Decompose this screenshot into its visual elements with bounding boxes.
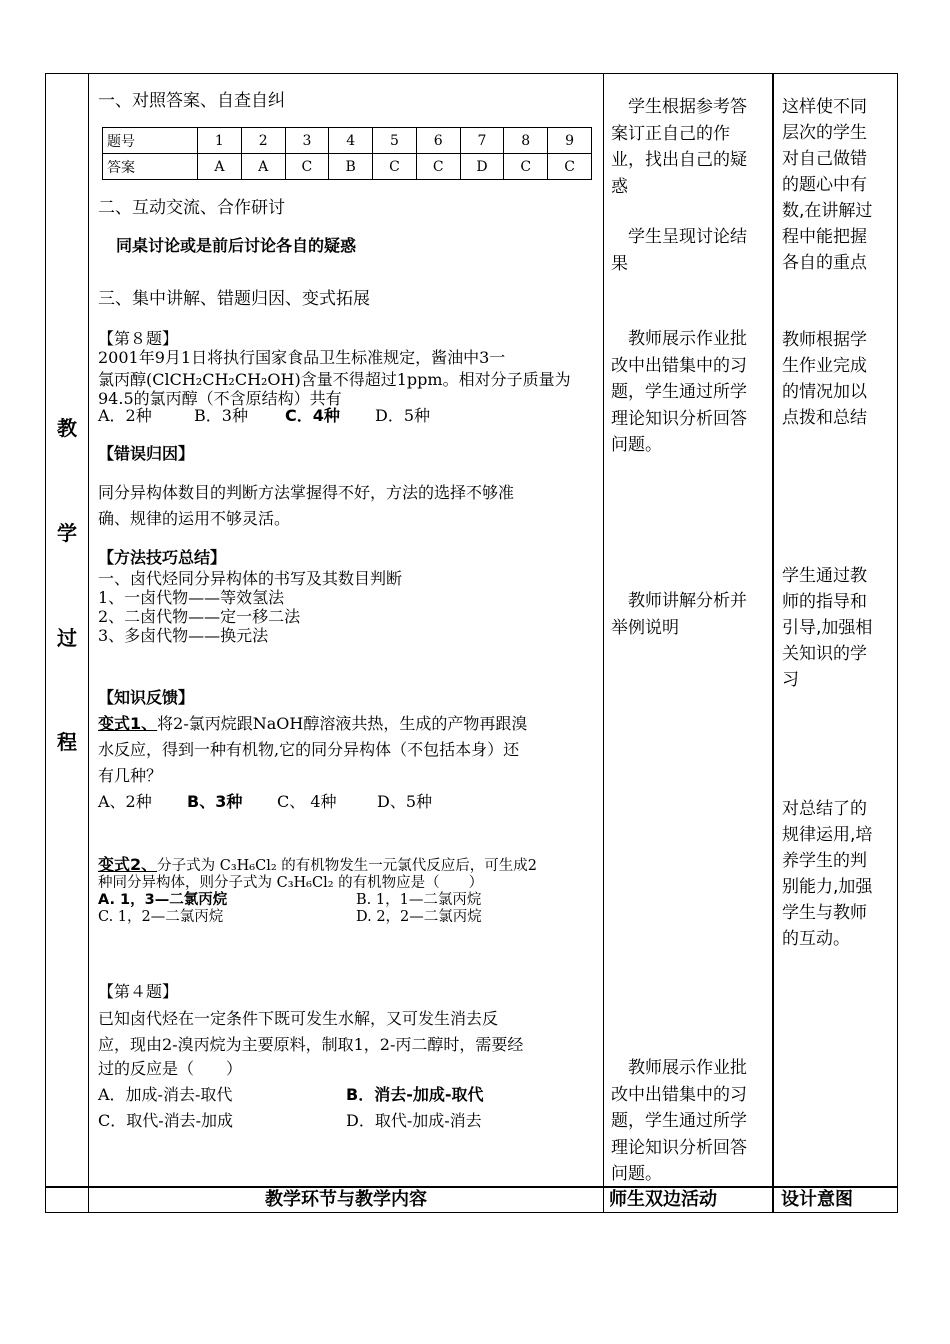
variant1-line-2: 水反应，得到一种有机物,它的同分异构体（不包括本身）还 — [98, 740, 520, 759]
q8-line-3: 94.5的氯丙醇（不含原结构）共有 — [98, 389, 342, 408]
intent-block-3 — [782, 563, 890, 693]
answer-table — [102, 127, 592, 180]
variant1-label: 变式1、 — [98, 714, 158, 733]
variant2-text-1: 分子式为 C₃H₆Cl₂ 的有机物发生一元氯代反应后，可生成2 — [157, 858, 537, 874]
intent-line: 规律运用,培 — [782, 825, 873, 845]
variant2-option-c: C. 1，2—二氯丙烷 — [98, 909, 224, 925]
activity-line: 改中出错集中的习 — [611, 355, 747, 376]
footer-col4-header: 设计意图 — [781, 1189, 853, 1210]
table-cell: 9 — [548, 128, 592, 154]
col1-divider — [88, 73, 89, 1213]
method-line-2: 1、一卤代物——等效氢法 — [98, 588, 285, 607]
table-bottom-border — [45, 1212, 898, 1213]
error-cause-line-2: 确、规律的运用不够灵活。 — [98, 509, 291, 528]
activity-block-5 — [611, 1055, 767, 1188]
footer-col3-header: 师生双边活动 — [609, 1189, 717, 1210]
activity-line: 教师讲解分析并 — [628, 591, 747, 611]
q4-line-1: 已知卤代烃在一定条件下既可发生水解，又可发生消去反 — [98, 1009, 499, 1028]
q4-line-3: 过的反应是（ ） — [98, 1059, 243, 1078]
method-label: 【方法技巧总结】 — [98, 548, 227, 567]
method-line-1: 一、卤代烃同分异构体的书写及其数目判断 — [98, 569, 403, 588]
intent-line: 层次的学生 — [782, 123, 867, 143]
left-label-char-2: 学 — [57, 521, 77, 545]
table-cell: C — [504, 154, 548, 180]
table-right-border — [897, 73, 898, 1213]
answer-table-header-answer: 答案 — [103, 154, 198, 180]
intent-line: 师的指导和 — [782, 592, 867, 612]
section2-title: 二、互动交流、合作研讨 — [98, 198, 285, 218]
error-cause-line-1: 同分异构体数目的判断方法掌握得不好，方法的选择不够准 — [98, 483, 515, 502]
method-line-4: 3、多卤代物——换元法 — [98, 626, 269, 645]
variant2-option-b: B. 1，1—二氯丙烷 — [356, 892, 482, 908]
intent-block-1 — [782, 94, 890, 276]
intent-line: 关知识的学 — [782, 644, 867, 664]
q4-option-d: D．取代-加成-消去 — [346, 1111, 482, 1130]
q4-option-a: A．加成-消去-取代 — [98, 1085, 233, 1104]
answer-table-header-number: 题号 — [103, 128, 198, 154]
section2-text: 同桌讨论或是前后讨论各自的疑惑 — [116, 236, 357, 255]
activity-line: 学生呈现讨论结 — [628, 227, 747, 247]
table-cell: C — [416, 154, 460, 180]
activity-line: 理论知识分析回答 — [611, 1137, 747, 1158]
activity-line: 理论知识分析回答 — [611, 408, 747, 429]
activity-line: 学生根据参考答 — [628, 97, 747, 117]
activity-line: 题，学生通过所学 — [611, 1111, 747, 1131]
q8-option-b: B．3种 — [194, 406, 248, 425]
answer-table-number-row — [103, 128, 592, 154]
activity-block-3 — [611, 326, 767, 459]
section1-title: 一、对照答案、自查自纠 — [98, 91, 285, 111]
answer-table-answer-row — [103, 154, 592, 180]
activity-line: 改中出错集中的习 — [611, 1084, 747, 1105]
section3-title: 三、集中讲解、错题归因、变式拓展 — [98, 289, 370, 309]
intent-line: 习 — [782, 670, 799, 690]
col2-divider — [603, 73, 604, 1213]
table-cell: C — [548, 154, 592, 180]
activity-line: 教师展示作业批 — [628, 329, 747, 349]
q8-line-2: 氯丙醇(ClCH₂CH₂CH₂OH)含量不得超过1ppm。相对分子质量为 — [98, 370, 571, 389]
q4-label: 【第４题】 — [98, 982, 179, 1001]
intent-line: 对自己做错 — [782, 149, 867, 169]
activity-line: 题，学生通过所学 — [611, 382, 747, 402]
activity-line: 案订正自己的作 — [611, 123, 730, 144]
footer-col2-header: 教学环节与教学内容 — [265, 1189, 427, 1210]
activity-block-1 — [611, 94, 767, 200]
activity-line: 果 — [611, 253, 628, 274]
q8-label: 【第８题】 — [98, 329, 179, 348]
variant1-option-c: C、 4种 — [277, 792, 337, 811]
q8-option-c: C．4种 — [285, 406, 340, 425]
q8-line-1: 2001年9月1日将执行国家食品卫生标准规定，酱油中3一 — [98, 348, 506, 367]
variant2-option-d: D. 2，2—二氯丙烷 — [356, 909, 482, 925]
intent-line: 的情况加以 — [782, 382, 867, 402]
activity-block-2 — [611, 224, 767, 277]
variant1-line-1 — [98, 711, 527, 737]
intent-block-4 — [782, 796, 890, 952]
intent-line: 引导,加强相 — [782, 618, 873, 638]
activity-line: 问题。 — [611, 1164, 662, 1184]
intent-line: 数,在讲解过 — [782, 201, 873, 221]
variant1-option-b: B、3种 — [187, 792, 243, 811]
activity-line: 教师展示作业批 — [628, 1058, 747, 1078]
intent-line: 学生通过教 — [782, 566, 867, 586]
variant2-line-2: 种同分异构体，则分子式为 C₃H₆Cl₂ 的有机物应是（ ） — [98, 875, 484, 891]
q4-option-b: B．消去-加成-取代 — [346, 1085, 484, 1104]
table-cell: 6 — [416, 128, 460, 154]
intent-line: 点拨和总结 — [782, 408, 867, 428]
intent-line: 养学生的判 — [782, 851, 867, 871]
table-cell: 4 — [329, 128, 373, 154]
intent-line: 生作业完成 — [782, 356, 867, 376]
table-cell: A — [198, 154, 242, 180]
variant2-line-1 — [98, 855, 537, 876]
variant1-line-3: 有几种？ — [98, 766, 163, 785]
feedback-label: 【知识反馈】 — [98, 688, 195, 707]
activity-line: 举例说明 — [611, 617, 679, 638]
col3-divider — [772, 73, 774, 1213]
left-label-char-4: 程 — [57, 730, 77, 754]
left-label-char-3: 过 — [57, 626, 77, 650]
intent-line: 教师根据学 — [782, 330, 867, 350]
left-label-char-1: 教 — [57, 416, 77, 440]
table-cell: C — [285, 154, 329, 180]
error-cause-label: 【错误归因】 — [98, 444, 195, 463]
q8-option-d: D．5种 — [375, 406, 431, 425]
q4-option-c: C．取代-消去-加成 — [98, 1111, 234, 1130]
variant2-option-a: A. 1，3—二氯丙烷 — [98, 892, 228, 908]
table-cell: B — [329, 154, 373, 180]
table-cell: D — [460, 154, 504, 180]
intent-line: 学生与教师 — [782, 903, 867, 923]
table-cell: 1 — [198, 128, 242, 154]
activity-line: 惑 — [611, 176, 628, 197]
intent-block-2 — [782, 327, 890, 431]
variant1-text-1: 将2-氯丙烷跟NaOH醇溶液共热，生成的产物再跟溴 — [157, 714, 528, 733]
activity-block-4 — [611, 588, 767, 641]
intent-line: 各自的重点 — [782, 253, 867, 273]
variant2-label: 变式2、 — [98, 855, 158, 874]
intent-line: 的互动。 — [782, 929, 850, 949]
table-cell: C — [373, 154, 417, 180]
intent-line: 的题心中有 — [782, 175, 867, 195]
activity-line: 业，找出自己的疑 — [611, 150, 747, 170]
q4-line-2: 应，现由2-溴丙烷为主要原料，制取1，2-丙二醇时，需要经 — [98, 1035, 524, 1054]
q8-option-a: A．2种 — [98, 406, 152, 425]
table-cell: A — [241, 154, 285, 180]
table-cell: 8 — [504, 128, 548, 154]
table-cell: 2 — [241, 128, 285, 154]
table-cell: 3 — [285, 128, 329, 154]
variant1-option-a: A、2种 — [98, 792, 152, 811]
table-cell: 5 — [373, 128, 417, 154]
table-cell: 7 — [460, 128, 504, 154]
intent-line: 别能力,加强 — [782, 877, 873, 897]
intent-line: 对总结了的 — [782, 799, 867, 819]
intent-line: 这样使不同 — [782, 97, 867, 117]
method-line-3: 2、二卤代物——定一移二法 — [98, 607, 301, 626]
intent-line: 程中能把握 — [782, 227, 867, 247]
table-top-border — [45, 73, 898, 74]
activity-line: 问题。 — [611, 435, 662, 455]
variant1-option-d: D、5种 — [377, 792, 433, 811]
